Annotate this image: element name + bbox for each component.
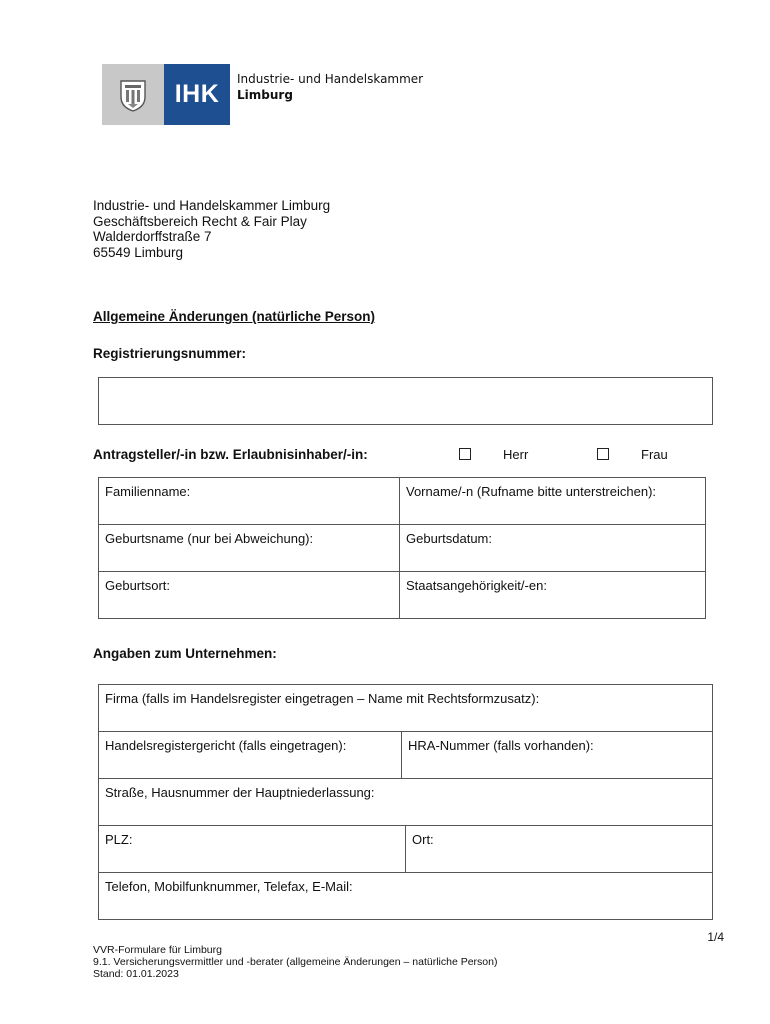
hra-nummer-label: HRA-Nummer (falls vorhanden): — [408, 738, 594, 753]
plz-label: PLZ: — [105, 832, 133, 847]
strasse-field[interactable] — [99, 779, 713, 826]
registration-label: Registrierungsnummer: — [93, 346, 247, 361]
geburtsdatum-label: Geburtsdatum: — [406, 531, 492, 546]
ort-field[interactable] — [406, 826, 713, 873]
frau-label: Frau — [641, 447, 668, 462]
ort-label: Ort: — [412, 832, 434, 847]
applicant-table — [98, 477, 706, 619]
coat-of-arms-icon — [102, 64, 164, 125]
geburtsort-label: Geburtsort: — [105, 578, 171, 593]
familienname-label: Familienname: — [105, 484, 191, 499]
kontakt-field[interactable] — [99, 873, 713, 920]
plz-field[interactable] — [99, 826, 406, 873]
footer-line-1: VVR-Formulare für Limburg — [93, 944, 222, 956]
frau-checkbox[interactable] — [597, 448, 609, 460]
company-label: Angaben zum Unternehmen: — [93, 646, 277, 661]
ihk-brand-mark: IHK — [164, 64, 230, 125]
staatsangehoerigkeit-label: Staatsangehörigkeit/-en: — [406, 578, 547, 593]
handelsregistergericht-field[interactable] — [99, 732, 402, 779]
registration-number-field[interactable] — [98, 377, 713, 425]
geburtsname-field[interactable] — [99, 525, 400, 572]
footer-line-2: 9.1. Versicherungsvermittler und -berater (allgemeine Änderungen – natürliche Person) — [93, 956, 498, 968]
ihk-logo — [102, 64, 230, 125]
firma-field[interactable] — [99, 685, 713, 732]
firma-label: Firma (falls im Handelsregister eingetragen – Name mit Rechtsformzusatz): — [105, 691, 540, 706]
herr-checkbox[interactable] — [459, 448, 471, 460]
address-line-2: Geschäftsbereich Recht & Fair Play — [93, 213, 307, 229]
vorname-label: Vorname/-n (Rufname bitte unterstreichen): — [406, 484, 657, 499]
geburtsdatum-field[interactable] — [400, 525, 706, 572]
hra-nummer-field[interactable] — [402, 732, 713, 779]
footer — [93, 944, 497, 980]
geburtsort-field[interactable] — [99, 572, 400, 619]
vorname-field[interactable] — [400, 478, 706, 525]
logo-line-2: Limburg — [237, 88, 293, 102]
page-title: Allgemeine Änderungen (natürliche Person) — [93, 309, 376, 324]
address-line-3: Walderdorffstraße 7 — [93, 229, 212, 244]
page-number: 1/4 — [707, 930, 724, 944]
applicant-label: Antragsteller/-in bzw. Erlaubnisinhaber/-in: — [93, 447, 368, 462]
recipient-address — [93, 198, 330, 260]
logo-text — [237, 71, 423, 103]
geburtsname-label: Geburtsname (nur bei Abweichung): — [105, 531, 314, 546]
strasse-label: Straße, Hausnummer der Hauptniederlassung: — [105, 785, 375, 800]
herr-label: Herr — [503, 447, 529, 462]
address-line-1: Industrie- und Handelskammer Limburg — [93, 198, 331, 213]
logo-line-1: Industrie- und Handelskammer — [237, 72, 424, 86]
familienname-field[interactable] — [99, 478, 400, 525]
staatsangehoerigkeit-field[interactable] — [400, 572, 706, 619]
address-line-4: 65549 Limburg — [93, 244, 184, 260]
company-table — [98, 684, 713, 920]
handelsregistergericht-label: Handelsregistergericht (falls eingetragen): — [105, 738, 347, 753]
footer-line-3: Stand: 01.01.2023 — [93, 968, 179, 980]
kontakt-label: Telefon, Mobilfunknummer, Telefax, E-Mail: — [105, 879, 353, 894]
